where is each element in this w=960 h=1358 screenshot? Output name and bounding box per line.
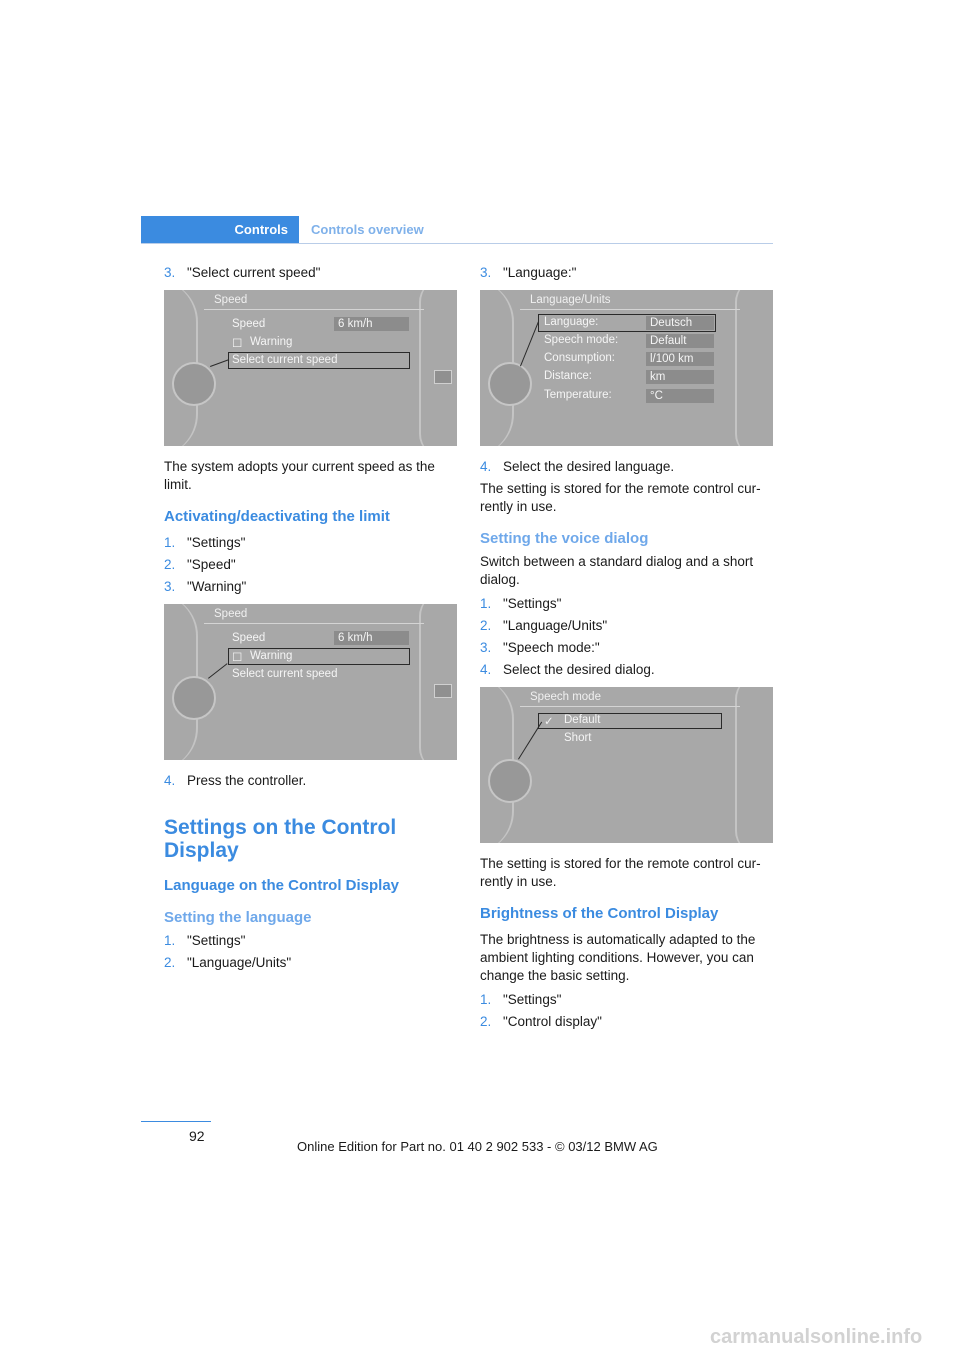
step-item xyxy=(480,991,775,1009)
step-item xyxy=(480,458,775,476)
step-text: "Speech mode:" xyxy=(503,640,600,655)
step-text: "Language/Units" xyxy=(503,618,608,633)
step-text: "Language:" xyxy=(503,265,577,280)
step-number: 3. xyxy=(480,265,492,280)
step-number: 4. xyxy=(480,662,492,677)
step-text: "Language/Units" xyxy=(187,955,292,970)
row-label: Distance: xyxy=(544,370,592,382)
display-arc-right xyxy=(419,290,441,446)
step-item xyxy=(480,661,775,679)
step-item xyxy=(480,639,775,657)
step-number: 3. xyxy=(480,640,492,655)
step-text: "Warning" xyxy=(187,579,247,594)
step-number: 2. xyxy=(164,955,176,970)
paragraph: The system adopts your current speed as the limit. xyxy=(164,459,435,492)
step-text: "Settings" xyxy=(503,596,562,611)
header-tab: Controls xyxy=(141,216,299,243)
title-bar xyxy=(204,309,424,310)
controller-knob-icon xyxy=(172,676,216,720)
step-text: "Control display" xyxy=(503,1014,602,1029)
heading-voice-dialog: Setting the voice dialog xyxy=(480,530,649,547)
row-label: Speech mode: xyxy=(544,334,619,346)
screen-title: Language/Units xyxy=(530,294,611,306)
step-number: 4. xyxy=(480,459,492,474)
row-label: Consumption: xyxy=(544,352,615,364)
watermark: carmanualsonline.info xyxy=(710,1326,923,1348)
step-item xyxy=(164,772,459,790)
title-bar xyxy=(520,309,740,310)
header-section: Controls overview xyxy=(311,222,424,237)
left-column xyxy=(164,264,459,976)
heading-activating: Activating/deactivating the limit xyxy=(164,508,390,525)
step-number: 4. xyxy=(164,773,176,788)
option-short: Short xyxy=(564,732,592,744)
warning-label: Warning xyxy=(250,650,293,662)
display-arc-right xyxy=(419,604,441,760)
heading-settings-control-display: Settings on the Control Display xyxy=(164,816,397,862)
footer-rule xyxy=(141,1121,211,1122)
screen-title: Speed xyxy=(214,294,248,306)
checkbox-icon: ☐ xyxy=(232,652,243,664)
speed-label: Speed xyxy=(232,318,266,330)
step-item xyxy=(164,556,459,574)
display-arc-right xyxy=(735,290,757,446)
row-value: km xyxy=(646,370,714,384)
speed-value: 6 km/h xyxy=(334,317,409,331)
row-value: Deutsch xyxy=(646,316,714,330)
title-bar xyxy=(520,706,740,707)
paragraph: The setting is stored for the remote control cur-rently in use. xyxy=(480,856,761,889)
row-label: Language: xyxy=(544,316,599,328)
heading-language-control-display: Language on the Control Display xyxy=(164,877,400,894)
step-text: "Settings" xyxy=(187,933,246,948)
step-text: "Select current speed" xyxy=(187,265,321,280)
step-item xyxy=(164,264,459,282)
step-text: "Settings" xyxy=(187,535,246,550)
step-item xyxy=(164,954,459,972)
leader-line xyxy=(210,359,229,367)
screen-title: Speed xyxy=(214,608,248,620)
page-header xyxy=(141,216,773,244)
step-number: 2. xyxy=(480,618,492,633)
page-number: 92 xyxy=(189,1128,205,1144)
language-units-screen xyxy=(480,290,773,446)
step-text: Select the desired dialog. xyxy=(503,662,655,677)
step-number: 2. xyxy=(480,1014,492,1029)
step-item xyxy=(164,932,459,950)
heading-setting-language: Setting the language xyxy=(164,909,312,926)
step-item xyxy=(480,264,775,282)
title-bar xyxy=(204,623,424,624)
speed-label: Speed xyxy=(232,632,266,644)
speed-value: 6 km/h xyxy=(334,631,409,645)
paragraph: The brightness is automatically adapted to the ambient lighting conditions. However, you can change the basic setting. xyxy=(480,932,756,983)
paragraph: The setting is stored for the remote control cur-rently in use. xyxy=(480,481,761,514)
right-column xyxy=(480,264,775,1035)
paragraph: Switch between a standard dialog and a short dialog. xyxy=(480,554,754,587)
leader-line xyxy=(518,722,542,760)
checkbox-icon: ☐ xyxy=(232,338,243,350)
select-speed-label: Select current speed xyxy=(232,354,338,366)
checkmark-icon: ✓ xyxy=(544,716,554,728)
step-number: 1. xyxy=(164,933,176,948)
step-number: 3. xyxy=(164,579,176,594)
step-item xyxy=(164,578,459,596)
step-text: Select the desired language. xyxy=(503,459,675,474)
step-item xyxy=(480,617,775,635)
row-label: Temperature: xyxy=(544,389,612,401)
step-text: "Settings" xyxy=(503,992,562,1007)
speed-screen-warning xyxy=(164,604,457,760)
step-number: 3. xyxy=(164,265,176,280)
step-item xyxy=(480,595,775,613)
step-item xyxy=(164,534,459,552)
step-number: 1. xyxy=(480,992,492,1007)
leader-line xyxy=(208,663,228,679)
row-value: °C xyxy=(646,389,714,403)
option-button-icon xyxy=(434,370,452,384)
controller-knob-icon xyxy=(172,362,216,406)
display-arc-right xyxy=(735,687,757,843)
step-number: 1. xyxy=(164,535,176,550)
leader-line xyxy=(520,321,539,366)
step-number: 1. xyxy=(480,596,492,611)
controller-knob-icon xyxy=(488,759,532,803)
controller-knob-icon xyxy=(488,362,532,406)
row-value: Default xyxy=(646,334,714,348)
select-speed-label: Select current speed xyxy=(232,668,338,680)
option-button-icon xyxy=(434,684,452,698)
step-item xyxy=(480,1013,775,1031)
step-text: "Speed" xyxy=(187,557,236,572)
row-value: l/100 km xyxy=(646,352,714,366)
step-text: Press the controller. xyxy=(187,773,307,788)
heading-brightness: Brightness of the Control Display xyxy=(480,905,719,922)
step-number: 2. xyxy=(164,557,176,572)
warning-label: Warning xyxy=(250,336,293,348)
screen-title: Speech mode xyxy=(530,691,601,703)
edition-note: Online Edition for Part no. 01 40 2 902 533 - © 03/12 BMW AG xyxy=(297,1139,658,1154)
speed-screen-select xyxy=(164,290,457,446)
option-default: Default xyxy=(564,714,601,726)
speech-mode-screen xyxy=(480,687,773,843)
